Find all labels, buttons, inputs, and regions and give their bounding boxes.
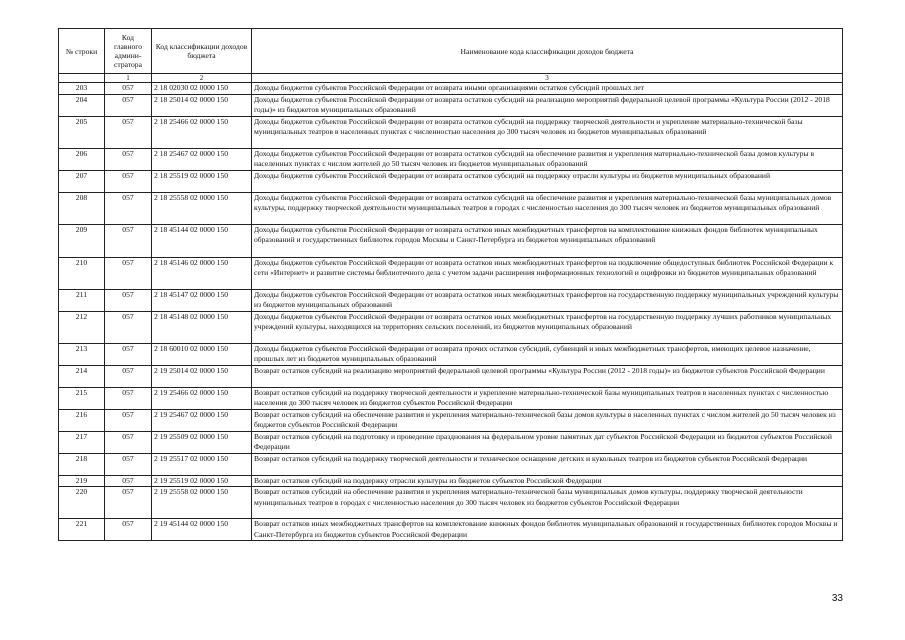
- classification-name-cell: Доходы бюджетов субъектов Российской Федерации от возврата остатков иных межбюджетных трансфертов на подключение общедоступных библиотек Российской Федерации к сети «Интернет» и развитие системы библиотечного дела с учетом задачи расширения информационных технологий и оцифровки из бюджетов муниципальных образований: [252, 257, 843, 289]
- classification-code-cell: 2 18 25014 02 0000 150: [152, 94, 252, 116]
- table-row: [59, 431, 843, 453]
- admin-code-cell: 057: [105, 192, 152, 224]
- admin-code-cell: 057: [105, 170, 152, 192]
- table-row: [59, 116, 843, 148]
- table-row: [59, 224, 843, 257]
- classification-name-cell: Возврат остатков субсидий на реализацию мероприятий федеральной целевой программы «Культура России (2012 - 2018 годы)» из бюджетов субъектов Российской Федерации: [252, 365, 843, 387]
- row-number-cell: 221: [59, 519, 105, 541]
- admin-code-cell: 057: [105, 311, 152, 343]
- row-number-cell: 218: [59, 453, 105, 475]
- admin-code-cell: 057: [105, 387, 152, 409]
- classification-name-cell: Доходы бюджетов субъектов Российской Федерации от возврата остатков субсидий на обеспечение развития и укрепления материально-технической базы муниципальных домов культуры, поддержку творческой деятельности муниципальных театров в городах с численностью населения до 300 тысяч человек из бюджетов муниципальных образований: [252, 192, 843, 224]
- column-number-row: [59, 74, 843, 83]
- classification-name-cell: Возврат остатков субсидий на поддержку отрасли культуры из бюджетов субъектов Российской Федерации: [252, 475, 843, 487]
- page-number: 33: [831, 593, 843, 604]
- admin-code-cell: 057: [105, 224, 152, 257]
- classification-name-cell: Доходы бюджетов субъектов Российской Федерации от возврата остатков субсидий на обеспечение развития и укрепления материально-технической базы домов культуры в населенных пунктах с числом жителей до 50 тысяч человек из бюджетов муниципальных образований: [252, 148, 843, 170]
- row-number-cell: 208: [59, 192, 105, 224]
- row-number-cell: 211: [59, 289, 105, 311]
- classification-code-cell: 2 18 45147 02 0000 150: [152, 289, 252, 311]
- classification-name-cell: Возврат остатков субсидий на обеспечение развития и укрепления материально-технической базы домов культуры в населенных пунктах с числом жителей до 50 тысяч человек из бюджетов субъектов Российской Федерации: [252, 409, 843, 431]
- admin-code-cell: 057: [105, 116, 152, 148]
- row-number-cell: 213: [59, 343, 105, 365]
- table-row: [59, 519, 843, 541]
- classification-code-cell: 2 18 02030 02 0000 150: [152, 83, 252, 95]
- classification-code-cell: 2 19 25558 02 0000 150: [152, 487, 252, 519]
- admin-code-cell: 057: [105, 409, 152, 431]
- row-number-cell: 210: [59, 257, 105, 289]
- table-row: [59, 257, 843, 289]
- admin-code-cell: 057: [105, 257, 152, 289]
- table-row: [59, 343, 843, 365]
- column-number: [59, 74, 105, 83]
- classification-code-cell: 2 19 45144 02 0000 150: [152, 519, 252, 541]
- table-row: [59, 148, 843, 170]
- admin-code-cell: 057: [105, 475, 152, 487]
- admin-code-cell: 057: [105, 94, 152, 116]
- table-row: [59, 83, 843, 95]
- admin-code-cell: 057: [105, 289, 152, 311]
- classification-code-cell: 2 18 25467 02 0000 150: [152, 148, 252, 170]
- classification-code-cell: 2 19 25509 02 0000 150: [152, 431, 252, 453]
- table-header-row: [59, 29, 843, 74]
- classification-code-cell: 2 18 45144 02 0000 150: [152, 224, 252, 257]
- classification-name-cell: Доходы бюджетов субъектов Российской Федерации от возврата иными организациями остатков субсидий прошлых лет: [252, 83, 843, 95]
- classification-code-cell: 2 19 25519 02 0000 150: [152, 475, 252, 487]
- classification-name-cell: Доходы бюджетов субъектов Российской Федерации от возврата остатков субсидий на поддержку творческой деятельности и укрепление материально-технической базы муниципальных театров в населенных пунктах с численностью населения до 300 тысяч человек из бюджетов муниципальных образований: [252, 116, 843, 148]
- admin-code-cell: 057: [105, 431, 152, 453]
- table-row: [59, 365, 843, 387]
- table-row: [59, 475, 843, 487]
- row-number-cell: 216: [59, 409, 105, 431]
- admin-code-cell: 057: [105, 343, 152, 365]
- row-number-cell: 214: [59, 365, 105, 387]
- row-number-cell: 219: [59, 475, 105, 487]
- table-row: [59, 170, 843, 192]
- row-number-cell: 206: [59, 148, 105, 170]
- table-row: [59, 192, 843, 224]
- row-number-cell: 220: [59, 487, 105, 519]
- header-row-number: № строки: [59, 29, 105, 74]
- classification-code-cell: 2 18 45146 02 0000 150: [152, 257, 252, 289]
- column-number: 1: [105, 74, 152, 83]
- classification-name-cell: Возврат остатков субсидий на поддержку творческой деятельности и укрепление материально-технической базы муниципальных театров в населенных пунктах с численностью населения до 300 тысяч человек из бюджетов субъектов Российской Федерации: [252, 387, 843, 409]
- admin-code-cell: 057: [105, 487, 152, 519]
- row-number-cell: 207: [59, 170, 105, 192]
- table-row: [59, 409, 843, 431]
- column-number: 2: [152, 74, 252, 83]
- classification-code-cell: 2 18 25466 02 0000 150: [152, 116, 252, 148]
- classification-name-cell: Доходы бюджетов субъектов Российской Федерации от возврата остатков иных межбюджетных трансфертов на комплектование книжных фондов библиотек муниципальных образований и государственных библиотек городов Москвы и Санкт-Петербурга из бюджетов муниципальных образований: [252, 224, 843, 257]
- table-row: [59, 453, 843, 475]
- classification-code-cell: 2 19 25517 02 0000 150: [152, 453, 252, 475]
- row-number-cell: 203: [59, 83, 105, 95]
- header-classification-code: Код классификации доходов бюджета: [152, 29, 252, 74]
- classification-name-cell: Доходы бюджетов субъектов Российской Федерации от возврата остатков субсидий на реализацию мероприятий федеральной целевой программы «Культура России (2012 - 2018 годы)» из бюджетов муниципальных образований: [252, 94, 843, 116]
- table-row: [59, 487, 843, 519]
- budget-classification-table: [58, 28, 843, 541]
- admin-code-cell: 057: [105, 365, 152, 387]
- classification-code-cell: 2 19 25014 02 0000 150: [152, 365, 252, 387]
- classification-code-cell: 2 19 25467 02 0000 150: [152, 409, 252, 431]
- table-row: [59, 387, 843, 409]
- classification-name-cell: Доходы бюджетов субъектов Российской Федерации от возврата остатков субсидий на поддержку отрасли культуры из бюджетов муниципальных образований: [252, 170, 843, 192]
- classification-name-cell: Возврат остатков субсидий на подготовку и проведение празднования на федеральном уровне памятных дат субъектов Российской Федерации из бюджетов субъектов Российской Федерации: [252, 431, 843, 453]
- classification-name-cell: Возврат остатков субсидий на поддержку творческой деятельности и техническое оснащение детских и кукольных театров из бюджетов субъектов Российской Федерации: [252, 453, 843, 475]
- classification-name-cell: Возврат остатков иных межбюджетных трансфертов на комплектование книжных фондов библиотек муниципальных образований и государственных библиотек городов Москвы и Санкт-Петербурга из бюджетов субъектов Российской Федерации: [252, 519, 843, 541]
- row-number-cell: 205: [59, 116, 105, 148]
- classification-name-cell: Возврат остатков субсидий на обеспечение развития и укрепления материально-технической базы муниципальных домов культуры, поддержку творческой деятельности муниципальных театров в городах с численностью населения до 300 тысяч человек из бюджетов субъектов Российской Федерации: [252, 487, 843, 519]
- row-number-cell: 204: [59, 94, 105, 116]
- classification-code-cell: 2 18 45148 02 0000 150: [152, 311, 252, 343]
- admin-code-cell: 057: [105, 453, 152, 475]
- header-classification-name: Наименование кода классификации доходов бюджета: [252, 29, 843, 74]
- classification-name-cell: Доходы бюджетов субъектов Российской Федерации от возврата остатков иных межбюджетных трансфертов на государственную поддержку лучших работников муниципальных учреждений культуры, находящихся на территориях сельских поселений, из бюджетов муниципальных образований: [252, 311, 843, 343]
- table-row: [59, 311, 843, 343]
- header-admin-code: Код главного админи-стратора: [105, 29, 152, 74]
- classification-code-cell: 2 18 60010 02 0000 150: [152, 343, 252, 365]
- row-number-cell: 217: [59, 431, 105, 453]
- classification-code-cell: 2 18 25519 02 0000 150: [152, 170, 252, 192]
- row-number-cell: 212: [59, 311, 105, 343]
- classification-name-cell: Доходы бюджетов субъектов Российской Федерации от возврата прочих остатков субсидий, субвенций и иных межбюджетных трансфертов, имеющих целевое назначение, прошлых лет из бюджетов муниципальных образований: [252, 343, 843, 365]
- admin-code-cell: 057: [105, 83, 152, 95]
- admin-code-cell: 057: [105, 519, 152, 541]
- row-number-cell: 215: [59, 387, 105, 409]
- admin-code-cell: 057: [105, 148, 152, 170]
- table-row: [59, 289, 843, 311]
- column-number: 3: [252, 74, 843, 83]
- classification-code-cell: 2 18 25558 02 0000 150: [152, 192, 252, 224]
- row-number-cell: 209: [59, 224, 105, 257]
- table-row: [59, 94, 843, 116]
- classification-code-cell: 2 19 25466 02 0000 150: [152, 387, 252, 409]
- classification-name-cell: Доходы бюджетов субъектов Российской Федерации от возврата остатков иных межбюджетных трансфертов на государственную поддержку муниципальных учреждений культуры из бюджетов муниципальных образований: [252, 289, 843, 311]
